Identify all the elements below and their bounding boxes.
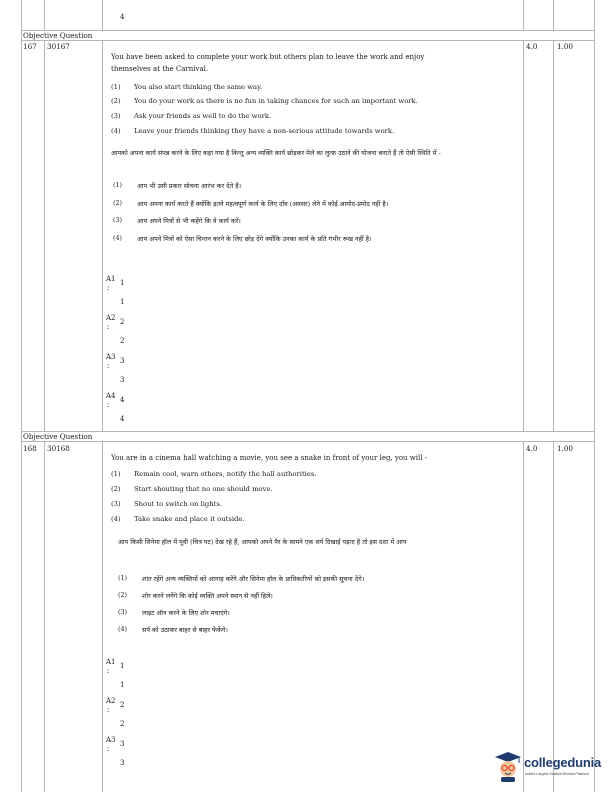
answer-label: A2: [106, 314, 116, 322]
answer-label: A1: [106, 275, 116, 283]
option-number: (4): [111, 127, 121, 135]
option-text-en: Take snake and place it outside.: [134, 515, 245, 523]
answer-colon: :: [107, 745, 110, 753]
answer-label: A4: [106, 392, 116, 400]
answer-label: A3: [106, 736, 116, 744]
answer-colon: :: [107, 362, 110, 370]
question-text-hi: आपको अपना कार्य संपन्न करने के लिए कहा गया है किन्तु अन्य व्यक्ति कार्य छोड़कर मेले का लुत्फ़ उठाने की योजना बनाते हैं तो ऐसी स्थिति में -: [111, 149, 441, 157]
option-number: (3): [111, 112, 121, 120]
option-number: (2): [118, 591, 128, 599]
logo-tagline: India's Largest Student Review Platform: [525, 772, 589, 776]
option-number: (2): [111, 97, 121, 105]
option-number: (1): [111, 470, 121, 478]
option-text-en: Start shouting that no one should move.: [134, 485, 273, 493]
option-number: (2): [113, 199, 123, 207]
collegedunia-logo[interactable]: [493, 749, 611, 783]
question-negative-marks: 1.00: [557, 42, 574, 51]
graduate-mascot-icon: [493, 750, 523, 782]
col-divider: [102, 441, 103, 792]
question-number: 168: [23, 444, 37, 453]
option-number: (4): [111, 515, 121, 523]
question-marks: 4.0: [526, 444, 538, 453]
section-label: Objective Question: [23, 31, 93, 40]
option-text-hi: शांत रहेंगे अन्य व्यक्तियों को आगाह करेंगे और सिनेमा हॉल के प्राधिकारियों को इसकी सूचना देंगे।: [142, 575, 365, 583]
question-number: 167: [23, 42, 37, 51]
table-border: [594, 0, 595, 792]
option-text-hi: शोर करने लगेंगे कि कोई व्यक्ति अपने स्थान से नहीं हिले।: [142, 592, 273, 600]
answer-option-value: 1: [120, 298, 125, 306]
answer-option-value: 4: [120, 415, 125, 423]
answer-value: 3: [120, 357, 125, 365]
row-divider: [21, 30, 595, 31]
option-text-hi: सर्प को उठाकर बाहर से बाहर फेंकेंगे।: [142, 626, 228, 634]
answer-colon: :: [107, 401, 110, 409]
option-number: (1): [113, 181, 123, 189]
answer-label: A2: [106, 697, 116, 705]
option-number: (3): [113, 216, 123, 224]
col-divider: [523, 40, 524, 431]
prev-answer-value: 4: [120, 13, 125, 21]
answer-option-value: 2: [120, 337, 125, 345]
col-divider: [523, 0, 524, 30]
col-divider: [44, 0, 45, 30]
table-border: [21, 0, 22, 792]
option-number: (3): [118, 608, 128, 616]
option-text-en: You also start thinking the same way.: [134, 83, 263, 91]
option-number: (1): [111, 83, 121, 91]
option-number: (2): [111, 485, 121, 493]
answer-value: 3: [120, 740, 125, 748]
answer-colon: :: [107, 667, 110, 675]
option-number: (1): [118, 574, 128, 582]
answer-value: 2: [120, 318, 125, 326]
col-divider: [553, 40, 554, 431]
col-divider: [553, 441, 554, 792]
answer-value: 1: [120, 279, 125, 287]
question-text-en: You have been asked to complete your work but others plan to leave the work and enjoy themselves at the Carnival.: [111, 53, 425, 73]
answer-option-value: 3: [120, 759, 125, 767]
question-text-en: You are in a cinema hall watching a movie, you see a snake in front of your leg, you will -: [111, 454, 428, 462]
answer-value: 2: [120, 701, 125, 709]
option-number: (4): [113, 234, 123, 242]
answer-label: A3: [106, 353, 116, 361]
row-divider: [21, 441, 595, 442]
col-divider: [44, 40, 45, 431]
option-text-en: Leave your friends thinking they have a non-serious attitude towards work.: [134, 127, 395, 135]
answer-value: 1: [120, 662, 125, 670]
question-marks: 4.0: [526, 42, 538, 51]
question-id: 30167: [47, 42, 70, 51]
row-divider: [21, 431, 595, 432]
section-label: Objective Question: [23, 432, 93, 441]
option-text-en: Shout to switch on lights.: [134, 500, 223, 508]
row-divider: [21, 40, 595, 41]
question-negative-marks: 1.00: [557, 444, 574, 453]
option-text-en: Remain cool, warn others, notify the hall authorities.: [134, 470, 317, 478]
option-text-hi: लाइट ऑन करने के लिए शोर मचाएंगे।: [142, 609, 230, 617]
question-id: 30168: [47, 444, 70, 453]
option-text-hi: आप अपने मित्रों को ऐसा चिन्तन करने के लिए छोड़ देंगे क्योंकि उनका कार्य के प्रति गंभीर रूख नहीं है।: [137, 235, 372, 243]
option-text-hi: आप अपने मित्रों से भी कहेंगे कि वे कार्य करें।: [137, 217, 241, 225]
col-divider: [523, 441, 524, 792]
option-text-hi: आप अपना कार्य करते हैं क्योंकि इतने महत्वपूर्ण कार्य के लिए दाँव (अवसर) लेने में कोई आमोद-प्रमोद नहीं है।: [137, 200, 389, 208]
col-divider: [553, 0, 554, 30]
col-divider: [102, 0, 103, 30]
answer-colon: :: [107, 284, 110, 292]
option-number: (4): [118, 625, 128, 633]
option-number: (3): [111, 500, 121, 508]
answer-colon: :: [107, 323, 110, 331]
question-text-hi: आप किसी सिनेमा हॉल में मूवी (चित्र पट) देख रहे हैं, आपको अपने पैर के सामने एक सर्प दिखाई पड़ता है तो इस दशा में आप: [118, 538, 407, 546]
answer-value: 4: [120, 396, 125, 404]
col-divider: [44, 441, 45, 792]
option-text-en: Ask your friends as well to do the work.: [134, 112, 272, 120]
col-divider: [102, 40, 103, 431]
option-text-en: You do your work as there is no fun in taking chances for such an important work.: [134, 97, 418, 105]
option-text-hi: आप भी उसी प्रकार सोचना आरंभ कर देते हैं।: [137, 182, 242, 190]
answer-option-value: 2: [120, 720, 125, 728]
answer-colon: :: [107, 706, 110, 714]
answer-option-value: 1: [120, 681, 125, 689]
answer-label: A1: [106, 658, 116, 666]
logo-wordmark: collegedunia: [524, 755, 602, 770]
answer-option-value: 3: [120, 376, 125, 384]
